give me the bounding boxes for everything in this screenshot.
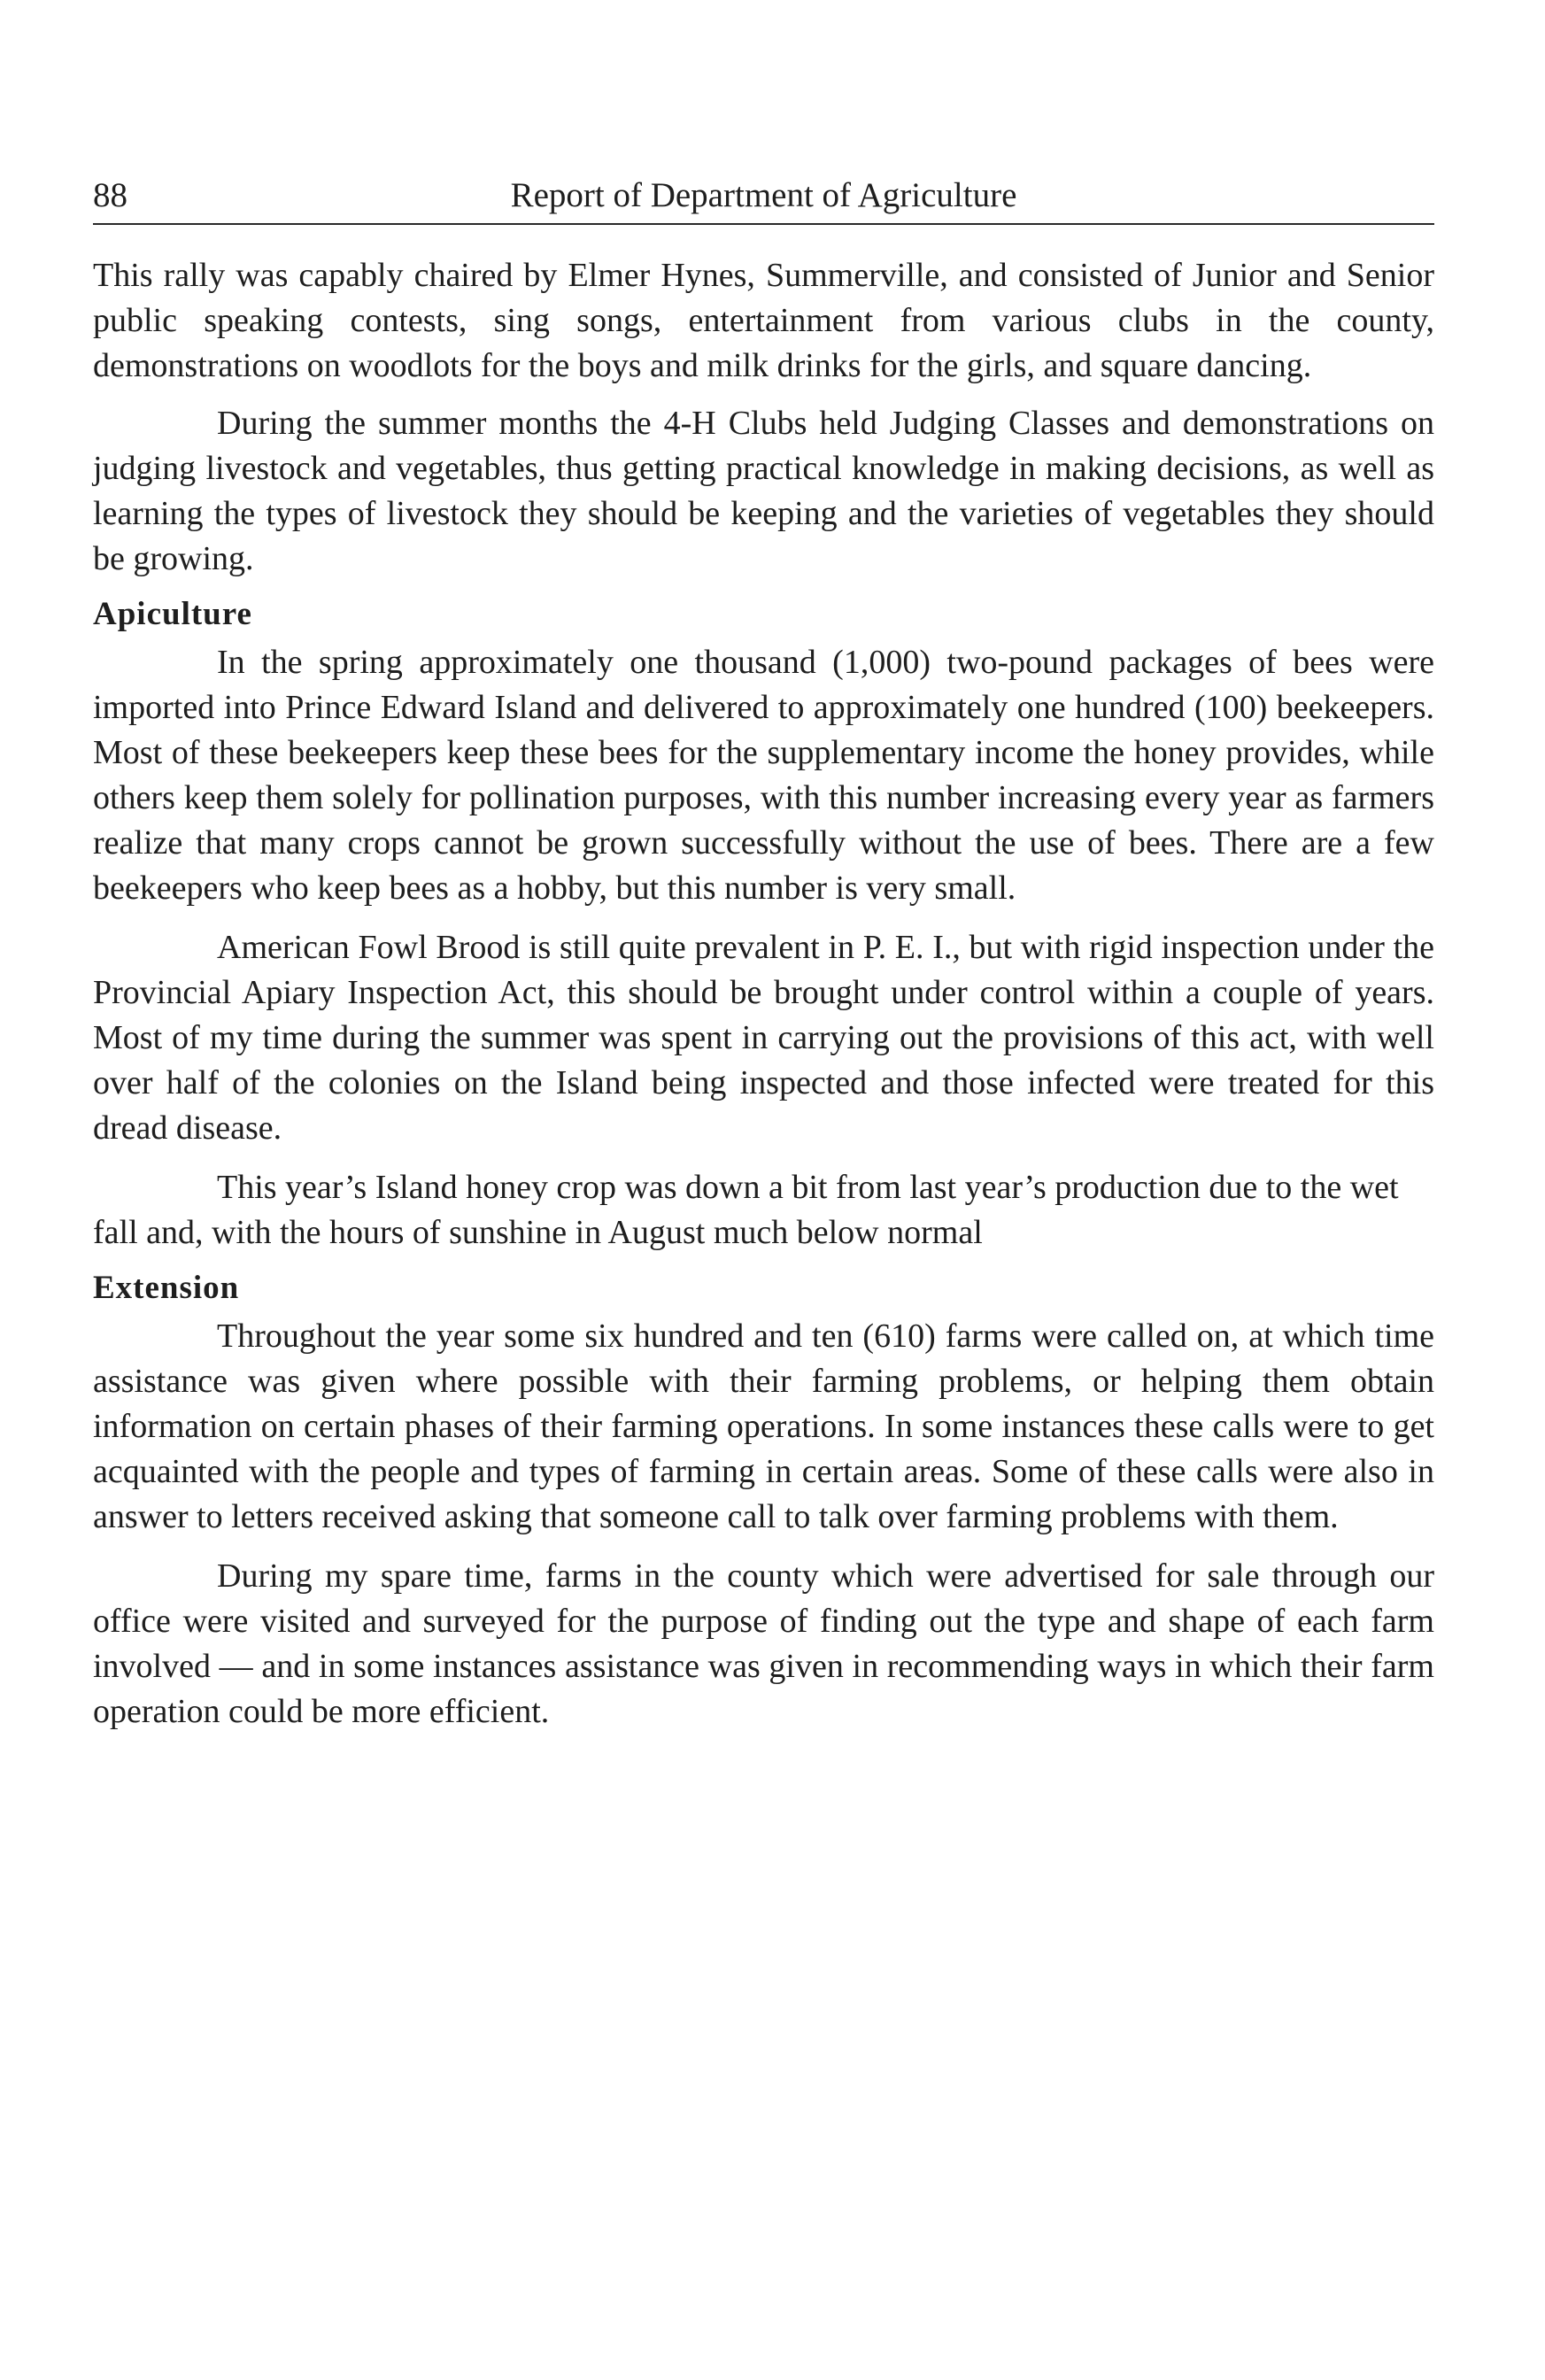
apiculture-paragraph: American Fowl Brood is still quite prevalent in P. E. I., but with rigid inspection under the Provincial Apiary Inspection Act, this should be brought under control within a couple of years. Most of my time during the summer was spent in carrying out the provisions of this act, with well over half of the colonies on the Island being inspected and those infected were treated for this dread disease. <box>93 929 1434 1147</box>
extension-paragraph: During my spare time, farms in the county which were advertised for sale through our office were visited and surveyed for the purpose of finding out the type and shape of each farm involved — and in some instances assistance was given in recommending ways in which their farm operation could be more efficient. <box>93 1557 1434 1730</box>
page-number: 88 <box>93 176 127 214</box>
section-heading-apiculture: Apiculture <box>93 596 252 632</box>
page-body <box>93 253 1434 1735</box>
section-heading-extension: Extension <box>93 1270 240 1306</box>
intro-paragraph: This rally was capably chaired by Elmer Hynes, Summerville, and consisted of Junior and Senior public speaking contests, sing songs, entertainment from various clubs in the county, demonstrations on woodlots for the boys and milk drinks for the girls, and square dancing. <box>93 257 1434 384</box>
apiculture-paragraph: This year’s Island honey crop was down a bit from last year’s production due to the wet fall and, with the hours of sunshine in August much below normal <box>93 1169 1399 1251</box>
apiculture-paragraph: In the spring approximately one thousand (1,000) two-pound packages of bees were imported into Prince Edward Island and delivered to approximately one hundred (100) beekeepers. Most of these beekeepers keep these bees for the supplementary income the honey provides, while others keep them solely for pollination purposes, with this number increasing every year as farmers realize that many crops cannot be grown successfully without the use of bees. There are a few beekeepers who keep bees as a hobby, but this number is very small. <box>93 644 1434 907</box>
running-title: Report of Department of Agriculture <box>510 176 1017 214</box>
extension-paragraph: Throughout the year some six hundred and ten (610) farms were called on, at which time assistance was given where possible with their farming problems, or helping them obtain information on certain phases of their farming operations. In some instances these calls were to get acquainted with the people and types of farming in certain areas. Some of these calls were also in answer to letters received asking that someone call to talk over farming problems with them. <box>93 1318 1434 1535</box>
page-header <box>93 168 1434 225</box>
document-page <box>93 168 1434 1735</box>
intro-paragraph: During the summer months the 4-H Clubs held Judging Classes and demonstrations on judging livestock and vegetables, thus getting practical knowledge in making decisions, as well as learning the types of livestock they should be keeping and the varieties of vegetables they should be growing. <box>93 405 1434 577</box>
